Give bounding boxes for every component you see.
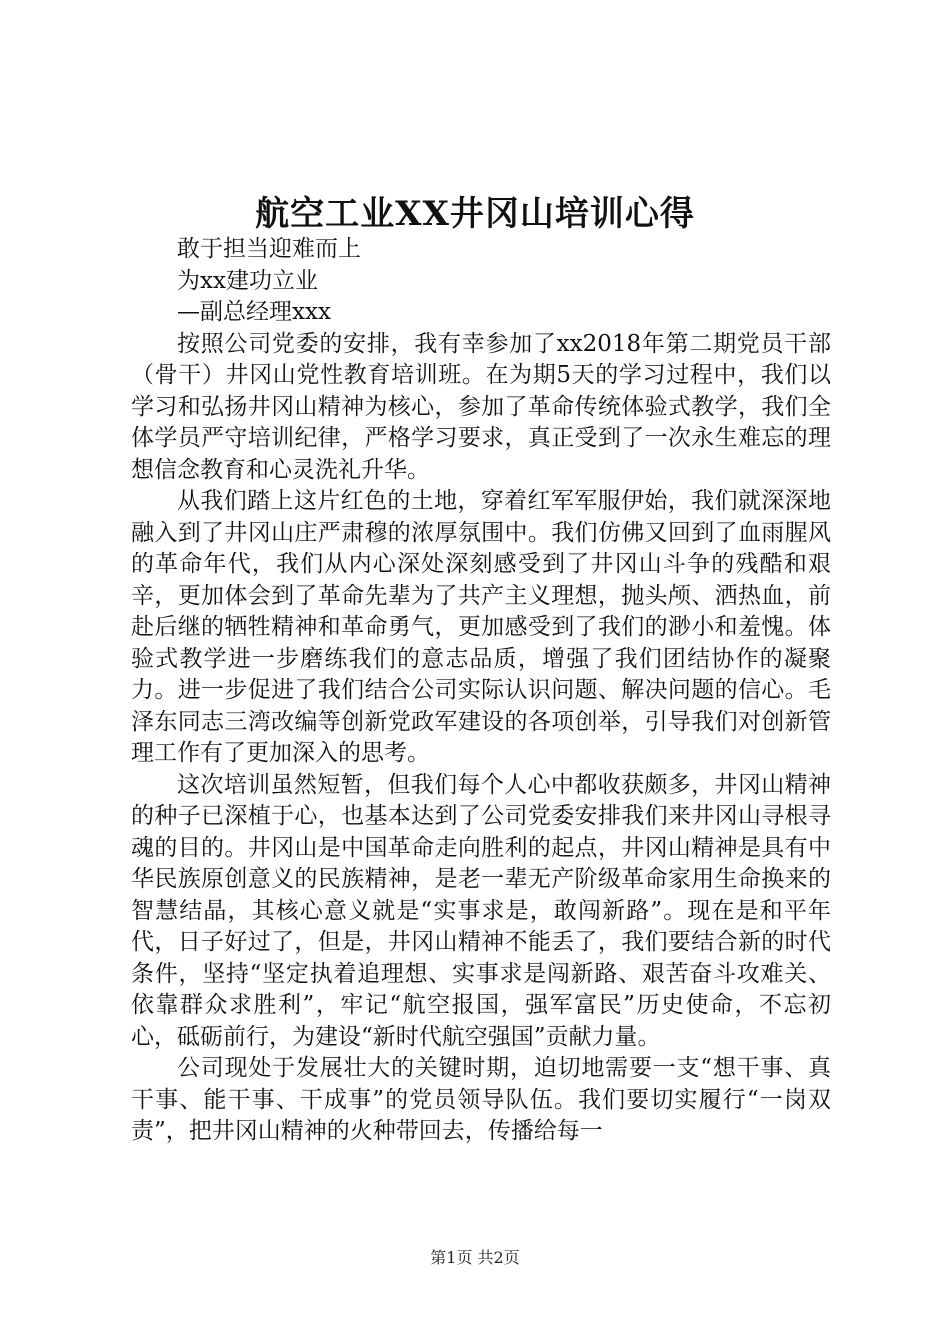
page-number-footer: 第1页 共2页 xyxy=(430,1248,520,1267)
paragraph-3: 这次培训虽然短暂，但我们每个人心中都收获颇多，井冈山精神的种子已深植于心，也基本达到了公司党委安排我们来井冈山寻根寻魂的目的。井冈山是中国革命走向胜利的起点，井冈山精神是具有中华民族原创意义的民族精神，是老一辈无产阶级革命家用生命换来的智慧结晶，其核心意义就是“实事求是，敢闯新路”。现在是和平年代，日子好过了，但是，井冈山精神不能丢了，我们要结合新的时代条件，坚持“坚定执着追理想、实事求是闯新路、艰苦奋斗攻难关、依靠群众求胜利”，牢记“航空报国，强军富民”历史使命，不忘初心，砥砺前行，为建设“新时代航空强国”贡献力量。 xyxy=(131,771,831,1050)
author-line: —副总经理xxx xyxy=(177,299,331,325)
paragraph-2: 从我们踏上这片红色的土地，穿着红军军服伊始，我们就深深地融入到了井冈山庄严肃穆的浓厚氛围中。我们仿佛又回到了血雨腥风的革命年代，我们从内心深处深刻感受到了井冈山斗争的残酷和艰辛，更加体会到了革命先辈为了共产主义理想，抛头颅、洒热血，前赴后继的牺牲精神和革命勇气，更加感受到了我们的渺小和羞愧。体验式教学进一步磨练我们的意志品质，增强了我们团结协作的凝聚力。进一步促进了我们结合公司实际认识问题、解决问题的信心。毛泽东同志三湾改编等创新党政军建设的各项创举，引导我们对创新管理工作有了更加深入的思考。 xyxy=(131,488,831,766)
document-title: 航空工业XX井冈山培训心得 xyxy=(255,194,695,234)
paragraph-4: 公司现处于发展壮大的关键时期，迫切地需要一支“想干事、真干事、能干事、干成事”的党员领导队伍。我们要切实履行“一岗双责”，把井冈山精神的火种带回去，传播给每一 xyxy=(131,1055,831,1144)
subtitle-line-2: 为xx建功立业 xyxy=(177,267,318,294)
document-body xyxy=(131,234,831,1148)
paragraph-1: 按照公司党委的安排，我有幸参加了xx2018年第二期党员干部（骨干）井冈山党性教育培训班。在为期5天的学习过程中，我们以学习和弘扬井冈山精神为核心，参加了革命传统体验式教学，我们全体学员严守培训纪律，严格学习要求，真正受到了一次永生难忘的理想信念教育和心灵洗礼升华。 xyxy=(131,330,831,483)
subtitle-line-1: 敢于担当迎难而上 xyxy=(177,236,361,262)
